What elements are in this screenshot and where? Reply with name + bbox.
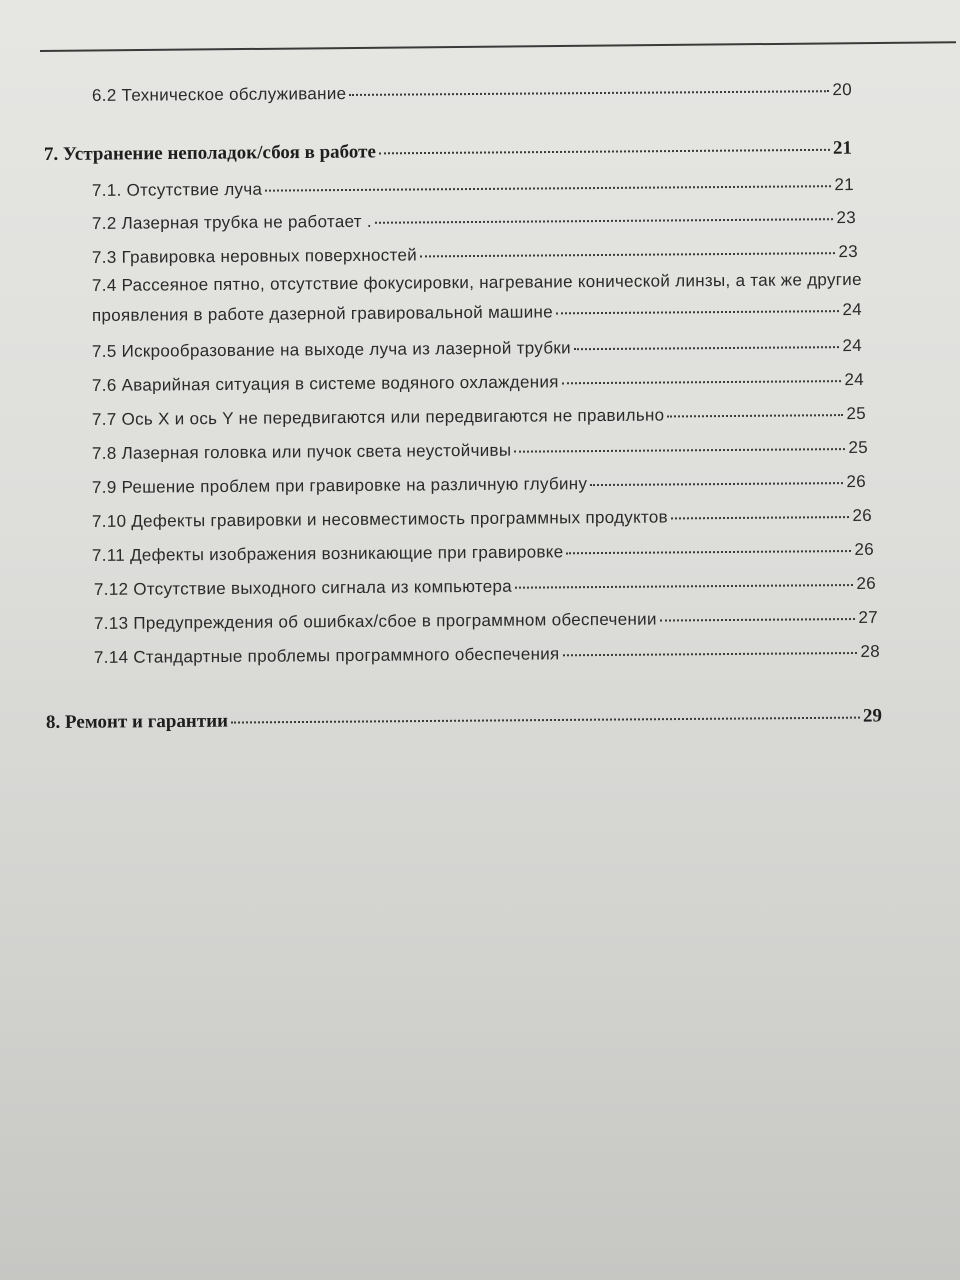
toc-entry-7-11 [92, 540, 874, 566]
toc-entry-page: 26 [852, 505, 873, 526]
toc-entry-page: 23 [838, 241, 859, 262]
dot-leader [515, 584, 853, 589]
toc-entry-title: 7.11 Дефекты изображения возникающие при гравировке [91, 542, 564, 565]
toc-entry-page: 24 [842, 335, 863, 356]
toc-entry-page: 20 [832, 80, 853, 100]
toc-entry-7-7 [92, 404, 866, 430]
dot-leader [667, 414, 843, 417]
dot-leader [231, 717, 860, 724]
toc-entry-title: 7.7 Ось X и ось Y не передвигаются или передвигаются не правильно [91, 405, 665, 429]
toc-entry-7-12 [94, 574, 876, 600]
toc-entry-page: 25 [848, 437, 869, 458]
toc-entry-title: 7.10 Дефекты гравировки и несовместимость программных продуктов [91, 507, 669, 531]
dot-leader [265, 185, 831, 191]
toc-entry-7-9 [92, 472, 866, 498]
toc-entry-page: 28 [860, 641, 881, 661]
toc-entry-title: 7.9 Решение проблем при гравировке на различную глубину [91, 474, 588, 497]
dot-leader [660, 618, 856, 622]
toc-chapter-page: 29 [862, 705, 883, 727]
toc-entry-title: 7.3 Гравировка неровных поверхностей [91, 245, 418, 267]
toc-chapter-title: 8. Ремонт и гарантии [45, 710, 229, 733]
toc-entry-page: 27 [858, 607, 879, 627]
dot-leader [349, 90, 829, 96]
toc-chapter-8 [46, 705, 882, 734]
toc-entry-7-14 [94, 642, 880, 668]
toc-entry-page: 21 [834, 175, 855, 195]
toc-entry-title: 7.8 Лазерная головка или пучок света неустойчивы [91, 440, 512, 463]
toc-entry-title: 7.13 Предупреждения об ошибках/сбое в программном обеспечении [93, 609, 657, 633]
toc-entry-title: 7.1. Отсутствие луча [91, 179, 263, 200]
dot-leader [563, 652, 858, 656]
toc-chapter-page: 21 [832, 137, 853, 159]
toc-entry-page: 23 [836, 207, 857, 228]
dot-leader [375, 218, 834, 224]
toc-entry-title: 7.5 Искрообразование на выходе луча из лазерной трубки [91, 338, 571, 361]
toc-chapter-7 [44, 138, 852, 166]
toc-entry-7-4-continued [92, 300, 862, 326]
toc-entry-title: 7.14 Стандартные проблемы программного обеспечения [93, 644, 560, 667]
header-rule [40, 41, 956, 52]
toc-chapter-title: 7. Устранение неполадок/сбоя в работе [43, 141, 376, 165]
toc-entry-title: 6.2 Техническое обслуживание [91, 84, 347, 105]
toc-entry-7-13 [94, 608, 878, 634]
toc-entry-7-2 [92, 208, 856, 234]
dot-leader [514, 448, 845, 453]
toc-entry-title: 7.6 Аварийная ситуация в системе водяного охлаждения [91, 372, 559, 395]
toc-entry-title-line2: проявления в работе дазерной гравировальной машине [91, 302, 554, 325]
toc-entry-7-3 [92, 242, 858, 268]
toc-entry-7-1 [92, 175, 854, 201]
toc-entry-page: 25 [846, 403, 867, 424]
dot-leader [574, 346, 840, 350]
toc-entry-page: 26 [846, 471, 867, 492]
dot-leader [379, 149, 830, 155]
toc-entry-7-10 [92, 506, 872, 532]
toc-entry-page: 24 [844, 369, 865, 390]
toc-entry-title: 7.2 Лазерная трубка не работает . [91, 211, 372, 233]
dot-leader [420, 252, 835, 257]
toc-entry-title: 7.12 Отсутствие выходного сигнала из компьютера [93, 576, 513, 599]
dot-leader [671, 516, 849, 519]
toc-entry-7-4 [92, 269, 932, 296]
dot-leader [562, 380, 842, 384]
toc-entry-title-line1: 7.4 Рассеяное пятно, отсутствие фокусировки, нагревание конической линзы, а так же другие [91, 269, 862, 295]
toc-entry-7-5 [92, 336, 862, 362]
toc-entry-6-2 [92, 80, 852, 106]
dot-leader [566, 550, 851, 554]
toc-entry-7-8 [92, 438, 868, 464]
toc-entry-page: 24 [842, 299, 863, 320]
toc-entry-page: 26 [856, 573, 877, 594]
toc-entry-7-6 [92, 370, 864, 396]
dot-leader [556, 310, 840, 314]
toc-entry-page: 26 [854, 539, 875, 560]
dot-leader [590, 482, 843, 486]
